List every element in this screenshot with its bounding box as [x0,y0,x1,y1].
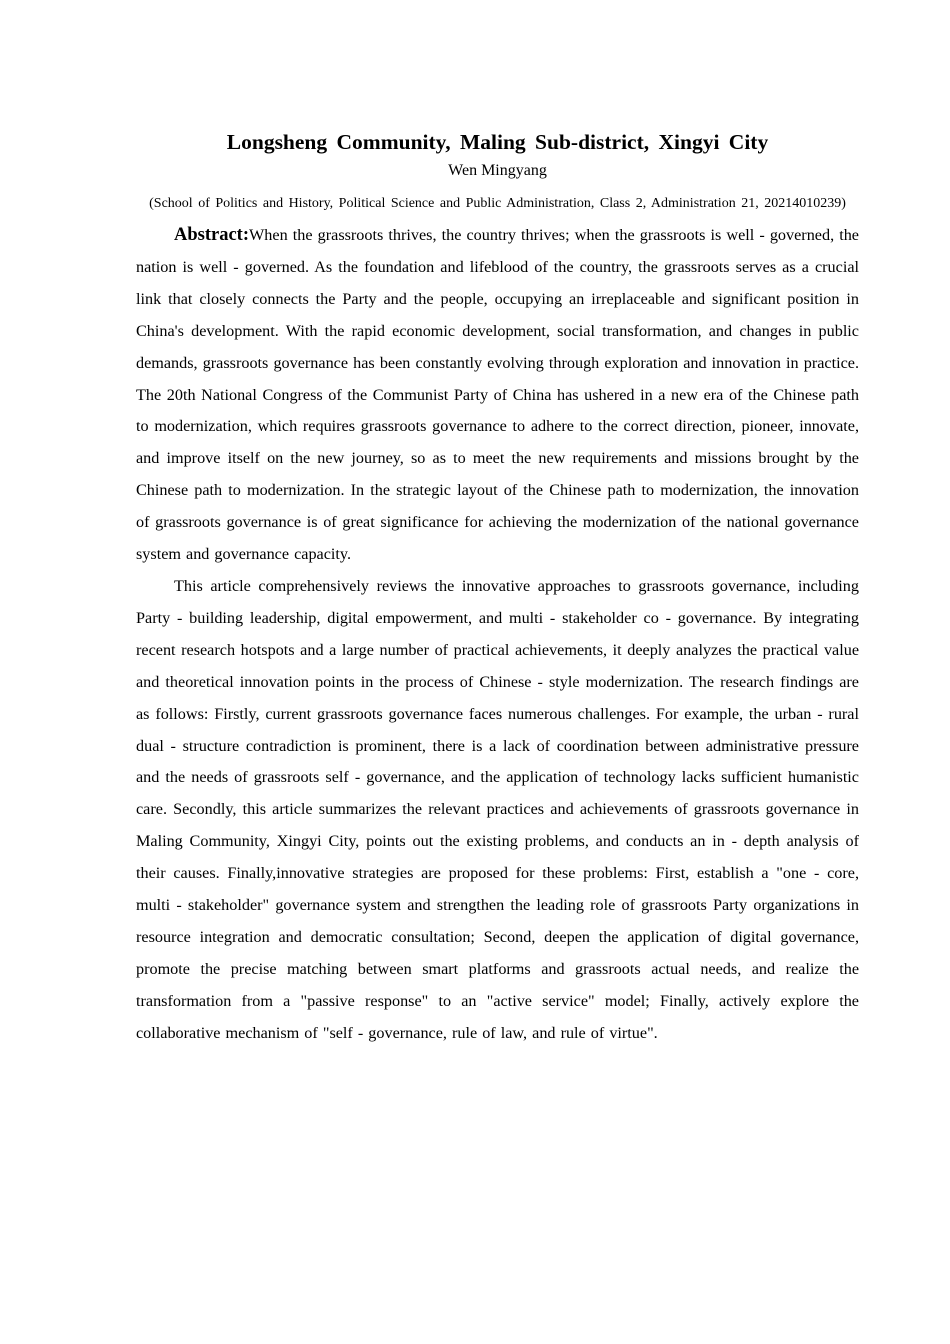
abstract-paragraph-2: This article comprehensively reviews the innovative approaches to grassroots governance, including Party - building leadership, digital empowerment, and multi - stakeholder co - governance. By integrating recent research hotspots and a large number of practical achievements, it deeply analyzes the practical value and theoretical innovation points in the process of Chinese - style modernization. The research findings are as follows: Firstly, current grassroots governance faces numerous challenges. For example, the urban - rural dual - structure contradiction is prominent, there is a lack of coordination between administrative pressure and the needs of grassroots self - governance, and the application of technology lacks sufficient humanistic care. Secondly, this article summarizes the relevant practices and achievements of grassroots governance in Maling Community, Xingyi City, points out the existing problems, and conducts an in - depth analysis of their causes. Finally,innovative strategies are proposed for these problems: First, establish a "one - core, multi - stakeholder" governance system and strengthen the leading role of grassroots Party organizations in resource integration and democratic consultation; Second, deepen the application of digital governance, promote the precise matching between smart platforms and grassroots actual needs, and realize the transformation from a "passive response" to an "active service" model; Finally, actively explore the collaborative mechanism of "self - governance, rule of law, and rule of virtue". [136,576,859,1042]
abstract-paragraph-1 [136,220,859,571]
abstract-paragraph-1-text: When the grassroots thrives, the country thrives; when the grassroots is well - governed, the nation is well - governed. As the foundation and lifeblood of the country, the grassroots serves as a crucial link that closely connects the Party and the people, occupying an irreplaceable and significant position in China's development. With the rapid economic development, social transformation, and changes in public demands, grassroots governance has been constantly evolving through exploration and innovation in practice. The 20th National Congress of the Communist Party of China has ushered in a new era of the Chinese path to modernization, which requires grassroots governance to adhere to the correct direction, pioneer, innovate, and improve itself on the new journey, so as to meet the new requirements and missions brought by the Chinese path to modernization. In the strategic layout of the Chinese path to modernization, the innovation of grassroots governance is of great significance for achieving the modernization of the national governance system and governance capacity. [136,226,859,564]
abstract-label: Abstract: [174,225,250,245]
paper-page [136,127,859,1050]
author-affiliation: (School of Politics and History, Political Science and Public Administration, Class 2, Administration 21, 20214010239) [149,196,846,211]
paper-title: Longsheng Community, Maling Sub-district, Xingyi City [226,130,769,154]
author-name: Wen Mingyang [448,162,547,179]
